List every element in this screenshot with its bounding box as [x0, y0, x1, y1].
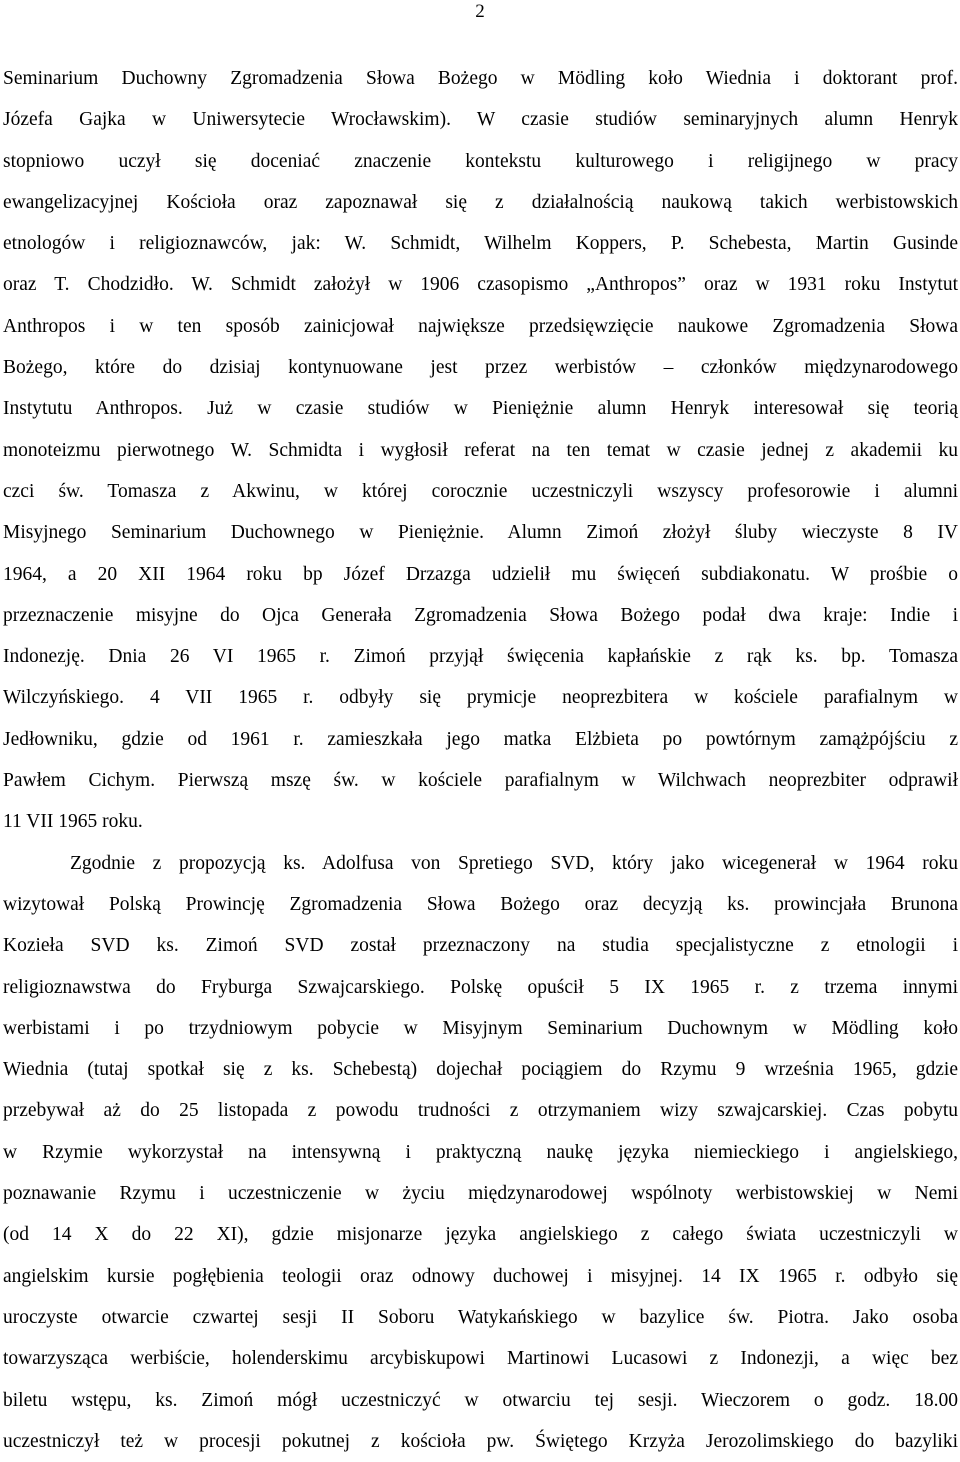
text-line: religioznawstwa do Fryburga Szwajcarskiego. Polskę opuścił 5 IX 1965 r. z trzema innymi — [3, 976, 958, 998]
text-line: Jedłowniku, gdzie od 1961 r. zamieszkała jego matka Elżbieta po powtórnym zamążpójściu z — [3, 728, 958, 750]
paragraph-start-line: Zgodnie z propozycją ks. Adolfusa von Spretiego SVD, który jako wicegenerał w 1964 roku — [70, 852, 958, 874]
text-line: poznawanie Rzymu i uczestniczenie w życiu międzynarodowej wspólnoty werbistowskiej w Nemi — [3, 1183, 958, 1205]
page-number: 2 — [475, 1, 485, 22]
text-line: Pawłem Cichym. Pierwszą mszę św. w kościele parafialnym w Wilchwach neoprezbiter odprawił — [3, 770, 958, 792]
text-line: towarzysząca werbiście, holenderskimu arcybiskupowi Martinowi Lucasowi z Indonezji, a więc bez — [3, 1348, 958, 1370]
document-body — [3, 58, 958, 1462]
text-line: monoteizmu pierwotnego W. Schmidta i wygłosił referat na ten temat w czasie jednej z akademii ku — [3, 439, 958, 461]
text-line: oraz T. Chodzidło. W. Schmidt założył w 1906 czasopismo „Anthropos” oraz w 1931 roku Instytut — [3, 274, 958, 296]
text-line: angielskim kursie pogłębienia teologii oraz odnowy duchowej i misyjnej. 14 IX 1965 r. odbyło się — [3, 1265, 958, 1287]
text-line: Józefa Gajka w Uniwersytecie Wrocławskim). W czasie studiów seminaryjnych alumn Henryk — [3, 109, 958, 131]
text-line: werbistami i po trzydniowym pobycie w Misyjnym Seminarium Duchownym w Mödling koło — [3, 1017, 958, 1039]
text-line: czci św. Tomasza z Akwinu, w której corocznie uczestniczyli wszyscy profesorowie i alumni — [3, 480, 958, 502]
text-line: Anthropos i w ten sposób zainicjował największe przedsięwzięcie naukowe Zgromadzenia Słowa — [3, 315, 958, 337]
text-line: Bożego, które do dzisiaj kontynuowane jest przez werbistów – członków międzynarodowego — [3, 357, 958, 379]
text-line: Instytutu Anthropos. Już w czasie studiów w Pieniężnie alumn Henryk interesował się teorią — [3, 398, 958, 420]
text-line: Wilczyńskiego. 4 VII 1965 r. odbyły się prymicje neoprezbitera w kościele parafialnym w — [3, 687, 958, 709]
text-line: w Rzymie wykorzystał na intensywną i praktyczną naukę języka niemieckiego i angielskiego, — [3, 1141, 958, 1163]
text-line: Seminarium Duchowny Zgromadzenia Słowa Bożego w Mödling koło Wiednia i doktorant prof. — [3, 68, 958, 89]
text-line: biletu wstępu, ks. Zimoń mógł uczestniczyć w otwarciu tej sesji. Wieczorem o godz. 18.00 — [3, 1389, 958, 1411]
text-line: przebywał aż do 25 listopada z powodu trudności z otrzymaniem wizy szwajcarskiej. Czas pobytu — [3, 1100, 958, 1122]
text-line: (od 14 X do 22 XI), gdzie misjonarze języka angielskiego z całego świata uczestniczyli w — [3, 1224, 958, 1246]
text-line: Indonezję. Dnia 26 VI 1965 r. Zimoń przyjął święcenia kapłańskie z rąk ks. bp. Tomasza — [3, 646, 958, 668]
text-line: etnologów i religioznawców, jak: W. Schmidt, Wilhelm Koppers, P. Schebesta, Martin Gusinde — [3, 233, 958, 255]
text-line: stopniowo uczył się doceniać znaczenie kontekstu kulturowego i religijnego w pracy — [3, 150, 958, 172]
text-line: 1964, a 20 XII 1964 roku bp Józef Drzazga udzielił mu święceń subdiakonatu. W prośbie o — [3, 563, 958, 585]
text-line: przeznaczenie misyjne do Ojca Generała Zgromadzenia Słowa Bożego podał dwa kraje: Indie i — [3, 604, 958, 626]
text-line: uroczyste otwarcie czwartej sesji II Soboru Watykańskiego w bazylice św. Piotra. Jako osoba — [3, 1306, 958, 1328]
text-line: ewangelizacyjnej Kościoła oraz zapoznawał się z działalnością naukową takich werbistowskich — [3, 191, 958, 213]
paragraph-end-line: 11 VII 1965 roku. — [3, 811, 143, 833]
text-line: Wiednia (tutaj spotkał się z ks. Schebestą) dojechał pociągiem do Rzymu 9 września 1965, gdzie — [3, 1059, 958, 1081]
text-line: wizytował Polską Prowincję Zgromadzenia Słowa Bożego oraz decyzją ks. prowincjała Brunona — [3, 893, 958, 915]
text-line: Misyjnego Seminarium Duchownego w Pieniężnie. Alumn Zimoń złożył śluby wieczyste 8 IV — [3, 522, 958, 544]
text-line: uczestniczył też w procesji pokutnej z kościoła pw. Świętego Krzyża Jerozolimskiego do bazyliki — [3, 1430, 958, 1452]
text-line: Kozieła SVD ks. Zimoń SVD został przeznaczony na studia specjalistyczne z etnologii i — [3, 935, 958, 957]
